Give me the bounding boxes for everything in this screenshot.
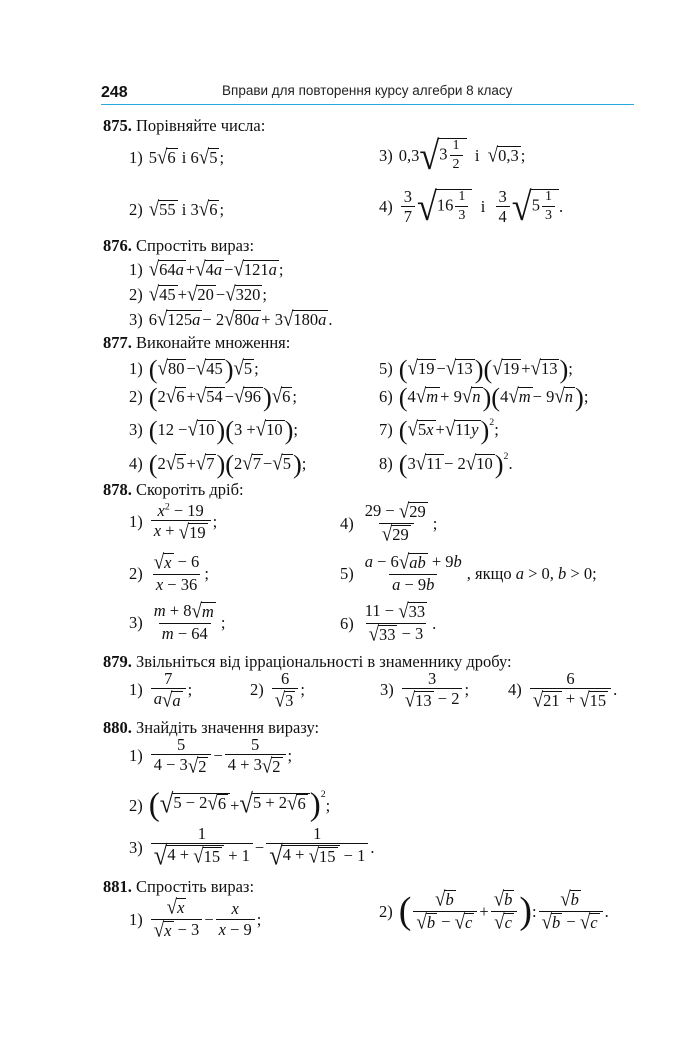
task-879: 879. Звільніться від ірраціональності в знаменнику дробу: [103, 652, 512, 671]
task-876: 876. Спростіть вираз: [103, 236, 255, 255]
task-878-item-2: 2) √ x − 6 x − 36 ; [129, 551, 209, 595]
task-878: 878. Скоротіть дріб: [103, 480, 244, 499]
task-877-item-4: 4) ( 2 √ 5 + √ 7 )( 2 √ 7 − √ 5 ) ; [129, 449, 307, 479]
page-number: 248 [101, 84, 128, 101]
task-875-item-1: 1) 5 √ 6 і 6 √ 5 ; [129, 145, 225, 169]
task-879-item-3: 3) 3 √ 13 − 2 ; [380, 669, 470, 712]
task-878-item-5: 5) a − 6 √ ab + 9b a − 9b , якщо a > 0, b > 0; [340, 551, 597, 595]
task-877-item-6: 6) ( 4 √ m + 9 √ n )( 4 √ m − 9 √ n ) ; [379, 382, 589, 412]
task-876-item-1: 1) √ 64a + √ 4a − √ 121a ; [129, 257, 284, 281]
task-876-item-2: 2) √ 45 + √ 20 − √ 320 ; [129, 282, 267, 306]
task-878-item-6: 6) 11 − √ 33 √ 33 − 3 . [340, 600, 437, 647]
task-881-item-1: 1) √ x √ x − 3 − $\frac{x}{x - 9}$ ; [129, 896, 262, 943]
task-875 [103, 116, 265, 136]
task-876-item-3: 3) 6 √ 125a − 2 √ 80a + 3 √ 180a . [129, 307, 333, 331]
task-880-item-2: 2) ( √ 5 − 2 √ 6 + √ 5 + 2 √ 6 ) $^2$ ; [129, 787, 331, 823]
task-877-item-5: 5) ( √ 19 − √ 13 )( √ 19 + √ 13 ) ; [379, 354, 573, 384]
task-879-item-2: 2) 6 √ 3 ; [250, 669, 306, 712]
task-881: 881. Спростіть вираз: [103, 877, 255, 896]
task-877-item-2: 2) ( 2 √ 6 + √ 54 − √ 96 ) √ 6 ; [129, 382, 297, 412]
task-878-item-4: 4) 29 − √ 29 √ 29 ; [340, 500, 438, 547]
task-879-item-4: 4) 6 √ 21 + √ 15 . [508, 669, 618, 712]
task-877-item-3: 3) ( 12 − √ 10 )( 3 + √ 10 ) ; [129, 415, 298, 445]
task-880-item-3: 3) 1 √ 4 + √ 15 + 1 − 1 √ 4 + √ 15 − 1 . [129, 824, 375, 872]
task-879-item-1: 1) 7 a √ a ; [129, 669, 193, 712]
header-divider [101, 104, 634, 105]
task-878-item-3: 3) m + 8 √ m m − 64 ; [129, 600, 226, 644]
task-880-item-1: 1) 5 4 − 3 √ 2 − 5 4 + 3 √ 2 ; [129, 735, 293, 778]
task-878-item-1: 1) $x^2 - 19$ x + √ 19 ; [129, 501, 218, 544]
task-881-item-2: 2) ( √ b √ b − √ c + √ b √ c ) : √ b √ b − √ c . [379, 888, 609, 935]
task-875-item-2: 2) √ 55 і 3 √ 6 ; [129, 197, 225, 221]
task-number: 875. [103, 116, 132, 135]
task-875-item-3: 3) 0,3 √ 3 $\frac{1}{2}$ і √ 0,3 ; [379, 133, 526, 178]
running-header: Вправи для повторення курсу алгебри 8 класу [222, 83, 513, 98]
task-877-item-1: 1) ( √ 80 − √ 45 ) √ 5 ; [129, 354, 259, 384]
task-880: 880. Знайдіть значення виразу: [103, 718, 320, 737]
task-877: 877. Виконайте множення: [103, 333, 291, 352]
task-text: Порівняйте числа: [136, 116, 266, 135]
task-875-item-4: 4) $\frac{3}{7}$ √ 16 $\frac{1}{3}$ і $\frac{3}{4}$ √ 5 $\frac{1}{3}$ . [379, 185, 564, 230]
task-877-item-8: 8) ( 3 √ 11 − 2 √ 10 ) $^2$ . [379, 449, 513, 479]
task-877-item-7: 7) ( √ 5x + √ 11y ) $^2$ ; [379, 415, 499, 445]
